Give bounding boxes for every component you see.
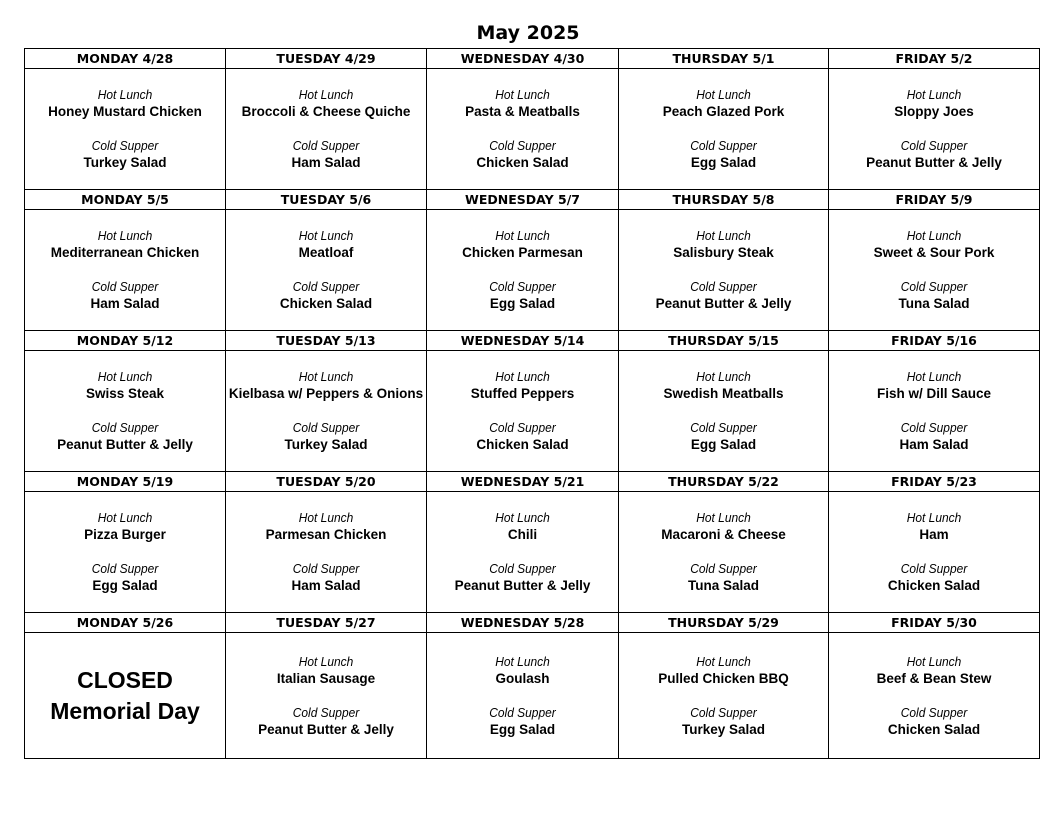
- cold-supper-label: Cold Supper: [91, 279, 159, 294]
- hot-lunch-item: Pizza Burger: [84, 527, 166, 542]
- day-header: MONDAY 5/12: [25, 331, 226, 351]
- day-cell: [829, 492, 1040, 613]
- cold-supper-item: Ham Salad: [291, 155, 361, 170]
- cold-supper-label: Cold Supper: [489, 279, 556, 294]
- week-menu-row: [25, 351, 1040, 472]
- day-cell: [427, 492, 619, 613]
- cold-supper-label: Cold Supper: [690, 138, 757, 153]
- cold-supper-label: Cold Supper: [489, 138, 556, 153]
- hot-lunch-label: Hot Lunch: [97, 369, 153, 384]
- day-header: WEDNESDAY 4/30: [427, 49, 619, 69]
- hot-lunch-label: Hot Lunch: [495, 87, 550, 102]
- day-header: MONDAY 4/28: [25, 49, 226, 69]
- page-title: May 2025: [476, 22, 580, 44]
- cold-supper-label: Cold Supper: [900, 279, 968, 294]
- day-header: MONDAY 5/19: [25, 472, 226, 492]
- hot-lunch-label: Hot Lunch: [495, 369, 550, 384]
- cold-supper-item: Ham Salad: [899, 437, 969, 452]
- day-cell: [829, 69, 1040, 190]
- day-cell: [829, 633, 1040, 759]
- day-header: TUESDAY 5/6: [226, 190, 427, 210]
- week-menu-row: [25, 633, 1040, 759]
- hot-lunch-item: Chili: [507, 527, 538, 542]
- cold-supper-item: Peanut Butter & Jelly: [258, 721, 394, 737]
- cold-supper-item: Ham Salad: [291, 578, 361, 593]
- day-header: TUESDAY 5/20: [226, 472, 427, 492]
- cold-supper-item: Turkey Salad: [284, 437, 368, 452]
- closed-notice: CLOSED: [77, 666, 173, 693]
- hot-lunch-item: Chicken Parmesan: [462, 245, 583, 260]
- cold-supper-label: Cold Supper: [292, 279, 360, 294]
- cold-supper-item: Chicken Salad: [279, 296, 373, 311]
- hot-lunch-label: Hot Lunch: [696, 653, 751, 669]
- cold-supper-item: Peanut Butter & Jelly: [655, 296, 792, 311]
- cold-supper-item: Ham Salad: [90, 296, 160, 311]
- hot-lunch-item: Beef & Bean Stew: [876, 670, 992, 686]
- hot-lunch-label: Hot Lunch: [906, 87, 962, 102]
- cold-supper-item: Egg Salad: [489, 721, 556, 737]
- hot-lunch-label: Hot Lunch: [97, 228, 153, 243]
- hot-lunch-label: Hot Lunch: [298, 510, 354, 525]
- day-cell: [25, 69, 226, 190]
- hot-lunch-item: Honey Mustard Chicken: [48, 104, 202, 119]
- day-header: THURSDAY 5/29: [619, 613, 829, 633]
- cold-supper-label: Cold Supper: [489, 704, 556, 720]
- cold-supper-label: Cold Supper: [292, 561, 360, 576]
- hot-lunch-item: Ham: [919, 527, 949, 542]
- week-header-row: [25, 613, 1040, 633]
- week-header-row: [25, 190, 1040, 210]
- hot-lunch-item: Pasta & Meatballs: [465, 104, 580, 119]
- day-header: TUESDAY 5/13: [226, 331, 427, 351]
- cold-supper-item: Peanut Butter & Jelly: [57, 437, 193, 452]
- cold-supper-item: Chicken Salad: [476, 437, 569, 452]
- hot-lunch-item: Macaroni & Cheese: [661, 527, 786, 542]
- day-header: MONDAY 5/26: [25, 613, 226, 633]
- cold-supper-item: Egg Salad: [489, 296, 556, 311]
- cold-supper-label: Cold Supper: [91, 420, 159, 435]
- hot-lunch-label: Hot Lunch: [495, 228, 550, 243]
- cold-supper-item: Chicken Salad: [887, 721, 981, 737]
- day-cell: [25, 351, 226, 472]
- day-cell: [25, 633, 226, 759]
- cold-supper-label: Cold Supper: [690, 279, 757, 294]
- hot-lunch-item: Fish w/ Dill Sauce: [876, 386, 992, 401]
- day-header: THURSDAY 5/1: [619, 49, 829, 69]
- day-header: FRIDAY 5/2: [829, 49, 1040, 69]
- hot-lunch-label: Hot Lunch: [696, 369, 751, 384]
- cold-supper-label: Cold Supper: [690, 561, 757, 576]
- week-header-row: [25, 331, 1040, 351]
- hot-lunch-label: Hot Lunch: [298, 228, 354, 243]
- day-header: WEDNESDAY 5/28: [427, 613, 619, 633]
- hot-lunch-item: Stuffed Peppers: [470, 386, 575, 401]
- hot-lunch-label: Hot Lunch: [97, 510, 153, 525]
- day-header: TUESDAY 4/29: [226, 49, 427, 69]
- day-header: FRIDAY 5/16: [829, 331, 1040, 351]
- day-cell: [829, 351, 1040, 472]
- hot-lunch-label: Hot Lunch: [906, 653, 962, 669]
- day-cell: [226, 492, 427, 613]
- hot-lunch-item: Peach Glazed Pork: [662, 104, 785, 119]
- hot-lunch-item: Kielbasa w/ Peppers & Onions: [228, 386, 424, 401]
- cold-supper-item: Egg Salad: [690, 437, 757, 452]
- day-cell: [226, 351, 427, 472]
- cold-supper-label: Cold Supper: [690, 704, 757, 720]
- cold-supper-item: Chicken Salad: [887, 578, 981, 593]
- week-header-row: [25, 49, 1040, 69]
- day-cell: [619, 633, 829, 759]
- week-menu-row: [25, 69, 1040, 190]
- cold-supper-item: Turkey Salad: [681, 721, 766, 737]
- day-cell: [829, 210, 1040, 331]
- hot-lunch-item: Sloppy Joes: [894, 104, 974, 119]
- hot-lunch-item: Mediterranean Chicken: [50, 245, 200, 260]
- week-menu-row: [25, 210, 1040, 331]
- day-cell: [25, 210, 226, 331]
- day-header: WEDNESDAY 5/14: [427, 331, 619, 351]
- day-header: FRIDAY 5/9: [829, 190, 1040, 210]
- hot-lunch-label: Hot Lunch: [696, 228, 751, 243]
- day-header: FRIDAY 5/30: [829, 613, 1040, 633]
- hot-lunch-label: Hot Lunch: [696, 510, 751, 525]
- hot-lunch-item: Salisbury Steak: [673, 245, 774, 260]
- day-header: MONDAY 5/5: [25, 190, 226, 210]
- hot-lunch-label: Hot Lunch: [495, 653, 550, 669]
- hot-lunch-label: Hot Lunch: [298, 369, 354, 384]
- hot-lunch-item: Sweet & Sour Pork: [873, 245, 995, 260]
- week-menu-row: [25, 492, 1040, 613]
- day-header: THURSDAY 5/8: [619, 190, 829, 210]
- cold-supper-item: Chicken Salad: [476, 155, 569, 170]
- hot-lunch-label: Hot Lunch: [906, 510, 962, 525]
- day-header: WEDNESDAY 5/7: [427, 190, 619, 210]
- hot-lunch-label: Hot Lunch: [906, 228, 962, 243]
- day-cell: [25, 492, 226, 613]
- hot-lunch-label: Hot Lunch: [97, 87, 153, 102]
- hot-lunch-item: Swiss Steak: [85, 386, 165, 401]
- hot-lunch-item: Pulled Chicken BBQ: [658, 670, 789, 686]
- cold-supper-label: Cold Supper: [900, 704, 968, 720]
- cold-supper-item: Peanut Butter & Jelly: [866, 155, 1002, 170]
- day-header: FRIDAY 5/23: [829, 472, 1040, 492]
- hot-lunch-item: Goulash: [495, 670, 550, 686]
- cold-supper-label: Cold Supper: [292, 420, 360, 435]
- day-cell: [226, 633, 427, 759]
- cold-supper-label: Cold Supper: [900, 561, 968, 576]
- day-cell: [226, 69, 427, 190]
- day-header: THURSDAY 5/22: [619, 472, 829, 492]
- day-header: THURSDAY 5/15: [619, 331, 829, 351]
- cold-supper-label: Cold Supper: [489, 420, 556, 435]
- cold-supper-label: Cold Supper: [292, 704, 360, 720]
- hot-lunch-item: Meatloaf: [298, 245, 354, 260]
- holiday-name: Memorial Day: [50, 697, 200, 724]
- day-cell: [619, 351, 829, 472]
- cold-supper-item: Turkey Salad: [83, 155, 167, 170]
- day-cell: [427, 210, 619, 331]
- cold-supper-label: Cold Supper: [91, 138, 159, 153]
- day-cell: [619, 69, 829, 190]
- hot-lunch-item: Italian Sausage: [276, 670, 376, 686]
- cold-supper-item: Tuna Salad: [898, 296, 970, 311]
- hot-lunch-label: Hot Lunch: [906, 369, 962, 384]
- hot-lunch-label: Hot Lunch: [298, 87, 354, 102]
- cold-supper-label: Cold Supper: [900, 420, 968, 435]
- menu-calendar: [24, 48, 1040, 759]
- day-cell: [226, 210, 427, 331]
- cold-supper-label: Cold Supper: [292, 138, 360, 153]
- day-cell: [427, 351, 619, 472]
- cold-supper-item: Peanut Butter & Jelly: [454, 578, 591, 593]
- day-header: WEDNESDAY 5/21: [427, 472, 619, 492]
- hot-lunch-item: Swedish Meatballs: [663, 386, 784, 401]
- cold-supper-label: Cold Supper: [489, 561, 556, 576]
- hot-lunch-label: Hot Lunch: [495, 510, 550, 525]
- day-cell: [619, 210, 829, 331]
- week-header-row: [25, 472, 1040, 492]
- cold-supper-label: Cold Supper: [690, 420, 757, 435]
- cold-supper-item: Egg Salad: [92, 578, 158, 593]
- day-cell: [619, 492, 829, 613]
- cold-supper-item: Tuna Salad: [687, 578, 759, 593]
- cold-supper-label: Cold Supper: [900, 138, 968, 153]
- hot-lunch-item: Broccoli & Cheese Quiche: [241, 104, 411, 119]
- cold-supper-item: Egg Salad: [690, 155, 757, 170]
- day-cell: [427, 69, 619, 190]
- hot-lunch-label: Hot Lunch: [298, 653, 354, 669]
- hot-lunch-label: Hot Lunch: [696, 87, 751, 102]
- day-header: TUESDAY 5/27: [226, 613, 427, 633]
- cold-supper-label: Cold Supper: [91, 561, 159, 576]
- day-cell: [427, 633, 619, 759]
- hot-lunch-item: Parmesan Chicken: [265, 527, 387, 542]
